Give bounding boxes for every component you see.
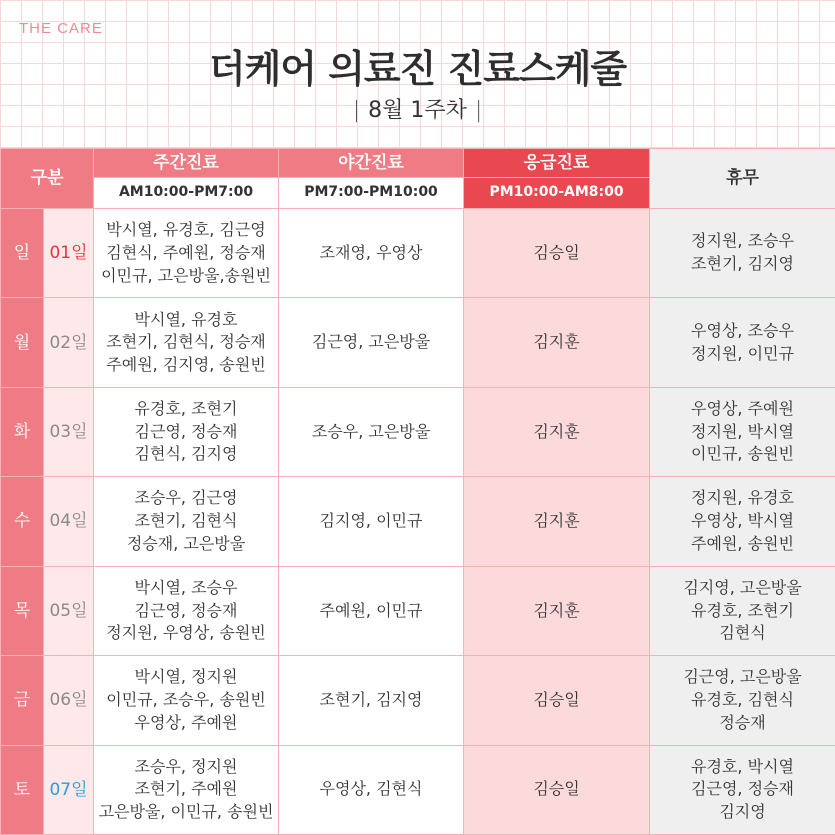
doctor-line: 유경호, 조현기 — [691, 600, 794, 620]
day-off-doctors — [650, 209, 835, 298]
schedule-row — [1, 745, 835, 834]
day-clinic-doctors — [94, 298, 279, 387]
schedule-table — [0, 148, 835, 835]
emergency-doctor: 김지훈 — [464, 387, 650, 476]
emergency-doctor: 김승일 — [464, 745, 650, 834]
night-clinic-doctors: 조현기, 김지영 — [279, 656, 464, 745]
weekday-cell: 일 — [1, 209, 44, 298]
schedule-row — [1, 387, 835, 476]
doctor-line: 우영상, 주예원 — [134, 712, 238, 732]
day-off-doctors — [650, 387, 835, 476]
doctor-line: 조현기, 김현식, 정승재 — [106, 332, 266, 352]
doctor-line: 조현기, 김현식 — [134, 511, 238, 531]
day-clinic-doctors — [94, 745, 279, 834]
day-clinic-doctors — [94, 656, 279, 745]
header-emergency-time: PM10:00-AM8:00 — [464, 178, 650, 209]
divider-left: | — [352, 98, 361, 123]
doctor-line: 김근영, 정승재 — [691, 779, 794, 799]
emergency-doctor: 김지훈 — [464, 298, 650, 387]
doctor-line: 김지영 — [719, 802, 766, 822]
doctor-line: 우영상, 주예원 — [691, 398, 794, 418]
emergency-doctor: 김지훈 — [464, 566, 650, 655]
day-off-doctors — [650, 298, 835, 387]
night-clinic-doctors: 우영상, 김현식 — [279, 745, 464, 834]
header-day-off: 휴무 — [650, 149, 835, 209]
brand-logo-text: THE CARE — [19, 20, 103, 37]
date-cell: 03일 — [44, 387, 94, 476]
date-cell: 04일 — [44, 477, 94, 566]
doctor-line: 조승우, 김근영 — [134, 488, 238, 508]
night-clinic-doctors: 주예원, 이민규 — [279, 566, 464, 655]
doctor-line: 정지원, 이민규 — [691, 343, 794, 363]
doctor-line: 조현기, 김지영 — [691, 254, 794, 274]
doctor-line: 김근영, 정승재 — [134, 600, 238, 620]
header-night-clinic: 야간진료 — [279, 149, 464, 178]
date-cell: 07일 — [44, 745, 94, 834]
date-cell: 01일 — [44, 209, 94, 298]
doctor-line: 박시열, 정지원 — [134, 667, 238, 687]
day-off-doctors — [650, 745, 835, 834]
night-clinic-doctors: 김근영, 고은방울 — [279, 298, 464, 387]
weekday-cell: 토 — [1, 745, 44, 834]
date-cell: 05일 — [44, 566, 94, 655]
doctor-line: 주예원, 김지영, 송원빈 — [106, 354, 266, 374]
day-clinic-doctors — [94, 387, 279, 476]
schedule-row — [1, 566, 835, 655]
week-label: 8월 1주차 — [368, 98, 467, 123]
day-off-doctors — [650, 477, 835, 566]
date-cell: 02일 — [44, 298, 94, 387]
date-cell: 06일 — [44, 656, 94, 745]
doctor-line: 김현식 — [719, 623, 766, 643]
schedule-row — [1, 298, 835, 387]
doctor-line: 박시열, 유경호, 김근영 — [106, 220, 266, 240]
doctor-line: 박시열, 조승우 — [134, 577, 238, 597]
night-clinic-doctors: 김지영, 이민규 — [279, 477, 464, 566]
emergency-doctor: 김지훈 — [464, 477, 650, 566]
emergency-doctor: 김승일 — [464, 656, 650, 745]
header-night-time: PM7:00-PM10:00 — [279, 178, 464, 209]
doctor-line: 김근영, 정승재 — [134, 421, 238, 441]
day-clinic-doctors — [94, 209, 279, 298]
schedule-row — [1, 209, 835, 298]
header-emergency-clinic: 응급진료 — [464, 149, 650, 178]
doctor-line: 정지원, 조승우 — [691, 231, 794, 251]
doctor-line: 우영상, 박시열 — [691, 511, 794, 531]
weekday-cell: 화 — [1, 387, 44, 476]
doctor-line: 이민규, 고은방울,송원빈 — [101, 265, 271, 285]
night-clinic-doctors: 조승우, 고은방울 — [279, 387, 464, 476]
doctor-line: 이민규, 송원빈 — [691, 444, 794, 464]
weekday-cell: 목 — [1, 566, 44, 655]
doctor-line: 유경호, 박시열 — [691, 756, 794, 776]
doctor-line: 정승재, 고은방울 — [126, 533, 246, 553]
doctor-line: 정지원, 우영상, 송원빈 — [106, 623, 266, 643]
header-day-time: AM10:00-PM7:00 — [94, 178, 279, 209]
divider-right: | — [474, 98, 483, 123]
schedule-row — [1, 477, 835, 566]
doctor-line: 우영상, 조승우 — [691, 320, 794, 340]
doctor-line: 정지원, 유경호 — [691, 488, 794, 508]
doctor-line: 김현식, 김지영 — [134, 444, 238, 464]
day-off-doctors — [650, 656, 835, 745]
day-clinic-doctors — [94, 566, 279, 655]
doctor-line: 김지영, 고은방울 — [683, 577, 802, 597]
doctor-line: 김현식, 주예원, 정승재 — [106, 242, 266, 262]
doctor-line: 유경호, 김현식 — [691, 689, 794, 709]
schedule-row — [1, 656, 835, 745]
night-clinic-doctors: 조재영, 우영상 — [279, 209, 464, 298]
day-off-doctors — [650, 566, 835, 655]
weekday-cell: 수 — [1, 477, 44, 566]
doctor-line: 유경호, 조현기 — [134, 398, 238, 418]
doctor-line: 정지원, 박시열 — [691, 421, 794, 441]
doctor-line: 고은방울, 이민규, 송원빈 — [98, 802, 274, 822]
doctor-line: 조현기, 주예원 — [134, 779, 238, 799]
header-category: 구분 — [1, 149, 94, 209]
day-clinic-doctors — [94, 477, 279, 566]
doctor-line: 이민규, 조승우, 송원빈 — [106, 689, 266, 709]
doctor-line: 박시열, 유경호 — [134, 309, 238, 329]
doctor-line: 정승재 — [719, 712, 766, 732]
doctor-line: 김근영, 고은방울 — [683, 667, 802, 687]
page-title: 더케어 의료진 진료스케줄 — [208, 47, 627, 91]
weekday-cell: 월 — [1, 298, 44, 387]
weekday-cell: 금 — [1, 656, 44, 745]
doctor-line: 주예원, 송원빈 — [691, 533, 794, 553]
doctor-line: 조승우, 정지원 — [134, 756, 238, 776]
emergency-doctor: 김승일 — [464, 209, 650, 298]
header-day-clinic: 주간진료 — [94, 149, 279, 178]
page-subtitle — [0, 93, 835, 124]
